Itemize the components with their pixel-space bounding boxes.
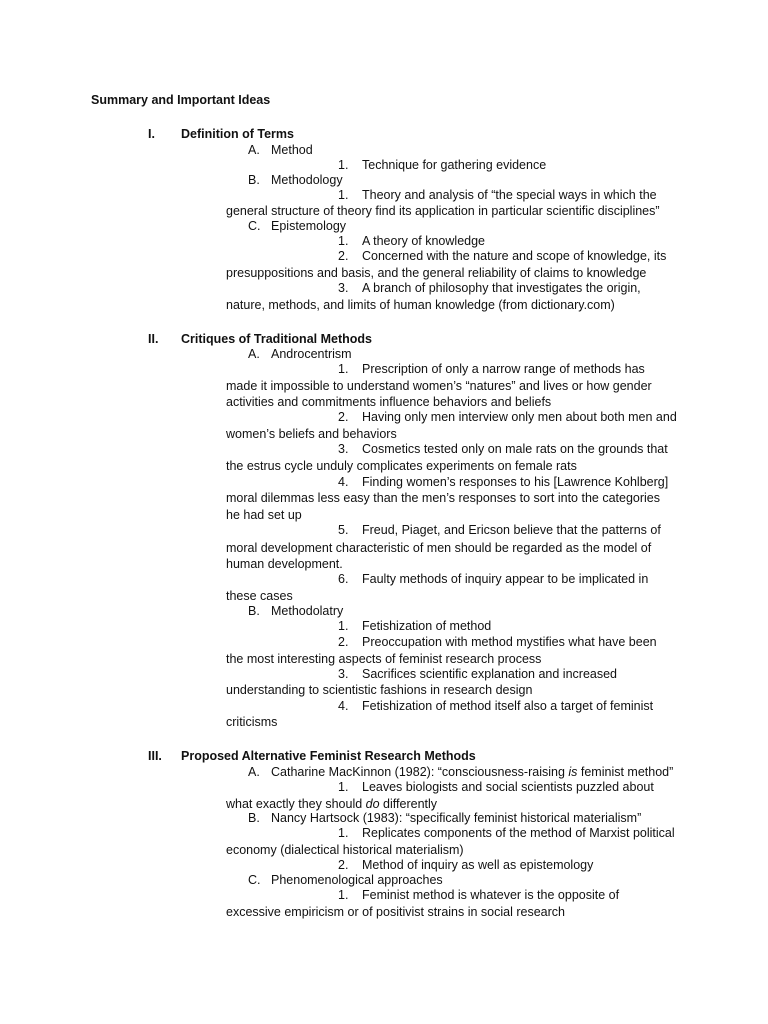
item-text: Nancy Hartsock (1983): “specifically feminist historical materialism” (271, 811, 642, 825)
subitem-label: 1. (338, 188, 349, 202)
subitem-label: 4. (338, 475, 349, 489)
subitem-label: 1. (338, 158, 349, 172)
item-label: C. (248, 873, 261, 887)
subitem-continuation: presuppositions and basis, and the general reliability of claims to knowledge (226, 266, 647, 280)
subitem-label: 1. (338, 780, 349, 794)
subitem-label: 2. (338, 858, 349, 872)
subitem-label: 3. (338, 442, 349, 456)
section-title: Proposed Alternative Feminist Research Methods (181, 749, 476, 763)
item-text: Epistemology (271, 219, 347, 233)
subitem-continuation: economy (dialectical historical materialism) (226, 843, 464, 857)
subitem-text: Method of inquiry as well as epistemology (362, 858, 594, 872)
subitem-text: Finding women’s responses to his [Lawrence Kohlberg] (362, 475, 669, 489)
document-title: Summary and Important Ideas (91, 93, 271, 107)
subitem-continuation: general structure of theory find its application in particular scientific disciplines” (226, 204, 660, 218)
item-label: B. (248, 604, 260, 618)
item-text: Methodology (271, 173, 343, 187)
subitem-label: 3. (338, 281, 349, 295)
subitem-text: Prescription of only a narrow range of methods has (362, 362, 645, 376)
subitem-continuation: these cases (226, 589, 293, 603)
item-label: B. (248, 811, 260, 825)
subitem-text: Replicates components of the method of Marxist political (362, 826, 675, 840)
subitem-continuation: he had set up (226, 508, 302, 522)
subitem-label: 4. (338, 699, 349, 713)
subitem-label: 1. (338, 234, 349, 248)
item-text: Method (271, 143, 313, 157)
emphasis-text: do (365, 797, 380, 811)
subitem-continuation: activities and commitments influence behaviors and beliefs (226, 395, 552, 409)
subitem-text: A branch of philosophy that investigates the origin, (362, 281, 641, 295)
item-label: A. (248, 765, 260, 779)
subitem-label: 3. (338, 667, 349, 681)
subitem-label: 5. (338, 523, 349, 537)
item-label: C. (248, 219, 261, 233)
subitem-label: 6. (338, 572, 349, 586)
subitem-label: 1. (338, 888, 349, 902)
item-label: A. (248, 143, 260, 157)
subitem-text: Concerned with the nature and scope of knowledge, its (362, 249, 667, 263)
section-number: II. (148, 332, 159, 346)
subitem-continuation: women’s beliefs and behaviors (226, 427, 397, 441)
subitem-label: 2. (338, 410, 349, 424)
subitem-label: 1. (338, 826, 349, 840)
subitem-text: Technique for gathering evidence (362, 158, 547, 172)
emphasis-text: is (568, 765, 578, 779)
item-label: B. (248, 173, 260, 187)
subitem-continuation: criticisms (226, 715, 278, 729)
subitem-label: 1. (338, 362, 349, 376)
subitem-text: Having only men interview only men about both men and (362, 410, 677, 424)
subitem-continuation: moral development characteristic of men should be regarded as the model of (226, 541, 652, 555)
subitem-text: Cosmetics tested only on male rats on the grounds that (362, 442, 668, 456)
item-text: Catharine MacKinnon (1982): “consciousness-raising is feminist method” (271, 765, 674, 779)
subitem-label: 1. (338, 619, 349, 633)
subitem-text: Preoccupation with method mystifies what have been (362, 635, 657, 649)
section-title: Critiques of Traditional Methods (181, 332, 372, 346)
subitem-text: Freud, Piaget, and Ericson believe that the patterns of (362, 523, 661, 537)
subitem-text: Feminist method is whatever is the opposite of (362, 888, 620, 902)
subitem-text: Theory and analysis of “the special ways in which the (362, 188, 657, 202)
subitem-text: Fetishization of method (362, 619, 492, 633)
subitem-text: Fetishization of method itself also a target of feminist (362, 699, 654, 713)
item-text: Phenomenological approaches (271, 873, 443, 887)
subitem-continuation: moral dilemmas less easy than the men’s responses to sort into the categories (226, 491, 661, 505)
section-number: III. (148, 749, 162, 763)
subitem-label: 2. (338, 635, 349, 649)
subitem-text: Sacrifices scientific explanation and increased (362, 667, 617, 681)
subitem-text: Leaves biologists and social scientists puzzled about (362, 780, 654, 794)
item-label: A. (248, 347, 260, 361)
item-text: Methodolatry (271, 604, 344, 618)
subitem-continuation: excessive empiricism or of positivist strains in social research (226, 905, 565, 919)
subitem-continuation: made it impossible to understand women’s “natures” and lives or how gender (226, 379, 652, 393)
subitem-text: Faulty methods of inquiry appear to be implicated in (362, 572, 649, 586)
item-text: Androcentrism (271, 347, 352, 361)
subitem-continuation: understanding to scientistic fashions in research design (226, 683, 533, 697)
section-title: Definition of Terms (181, 127, 294, 141)
subitem-label: 2. (338, 249, 349, 263)
section-number: I. (148, 127, 155, 141)
subitem-text: A theory of knowledge (362, 234, 485, 248)
subitem-continuation: human development. (226, 557, 343, 571)
subitem-continuation: the estrus cycle unduly complicates experiments on female rats (226, 459, 577, 473)
subitem-continuation: nature, methods, and limits of human knowledge (from dictionary.com) (226, 298, 615, 312)
subitem-continuation: what exactly they should do differently (226, 797, 438, 811)
subitem-continuation: the most interesting aspects of feminist research process (226, 652, 542, 666)
